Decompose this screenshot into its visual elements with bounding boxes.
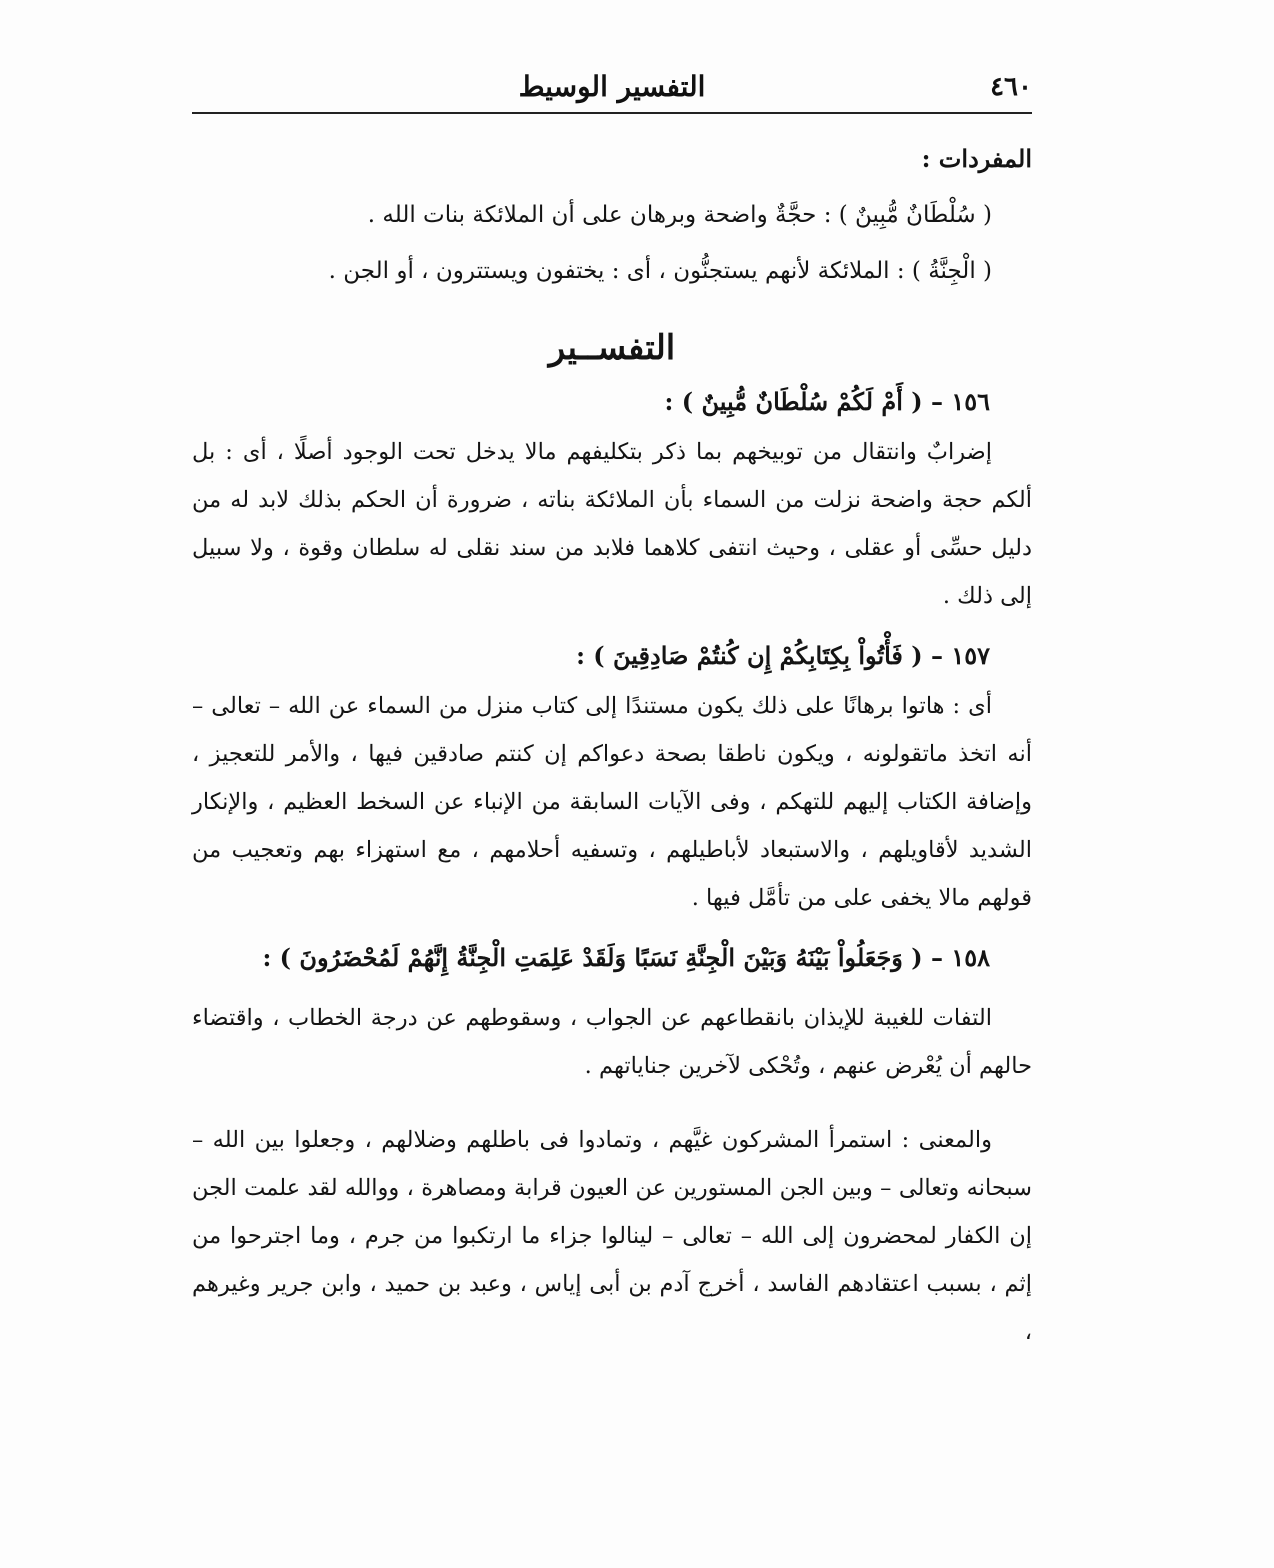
vocabulary-heading: المفردات : bbox=[921, 144, 1032, 173]
page-header bbox=[192, 62, 1032, 112]
running-title: التفسير الوسيط bbox=[518, 70, 706, 103]
verse-heading: ١٥٦ – ( أَمْ لَكُمْ سُلْطَانٌ مُّبِينٌ ) : bbox=[664, 387, 990, 416]
commentary-paragraph: إضرابٌ وانتقال من توبيخهم بما ذكر بتكليفهم مالا يدخل تحت الوجود أصلًا ، أى : بل ألكم حجة واضحة نزلت من السماء بأن الملائكة بناته ، ضرورة أن الحكم بذلك لابد له من دليل حسِّى أو عقلى ، وحيث انتفى كلاهما فلابد من سند نقلى له سلطان وقوة ، ولا سبيل إلى ذلك . bbox=[192, 439, 1032, 609]
verse-heading: ١٥٧ – ( فَأْتُواْ بِكِتَابِكُمْ إِن كُنتُمْ صَادِقِينَ ) : bbox=[576, 641, 990, 670]
header-rule bbox=[192, 112, 1032, 114]
commentary-paragraph: التفات للغيبة للإيذان بانقطاعهم عن الجواب ، وسقوطهم عن درجة الخطاب ، واقتضاء حالهم أن يُعْرض عنهم ، وتُحْكى لآخرين جناياتهم . bbox=[192, 1005, 1032, 1079]
vocabulary-item: ( سُلْطَانٌ مُّبِينٌ ) : حجَّةٌ واضحة وبرهان على أن الملائكة بنات الله . bbox=[367, 202, 992, 228]
page-content bbox=[192, 130, 1032, 1356]
page-number: ٤٦٠ bbox=[990, 72, 1032, 102]
vocabulary-item: ( الْجِنَّةُ ) : الملائكة لأنهم يستجنُّون ، أى : يختفون ويستترون ، أو الجن . bbox=[328, 258, 992, 284]
commentary-paragraph: والمعنى : استمرأ المشركون غيَّهم ، وتمادوا فى باطلهم وضلالهم ، وجعلوا بين الله – سبحانه وتعالى – وبين الجن المستورين عن العيون قرابة ومصاهرة ، ووالله لقد علمت الجن إن الكفار لمحضرون إلى الله – تعالى – لينالوا جزاء ما ارتكبوا من جرم ، وما اجترحوا من إثم ، بسبب اعتقادهم الفاسد ، أخرج آدم بن أبى إياس ، وعبد بن حميد ، وابن جرير وغيرهم ، bbox=[192, 1127, 1032, 1345]
commentary-paragraph: أى : هاتوا برهانًا على ذلك يكون مستندًا إلى كتاب منزل من السماء عن الله – تعالى – أنه اتخذ ماتقولونه ، ويكون ناطقا بصحة دعواكم إن كنتم صادقين فيها ، والأمر للتعجيز ، وإضافة الكتاب إليهم للتهكم ، وفى الآيات السابقة من الإنباء عن السخط العظيم ، والإنكار الشديد لأقاويلهم ، والاستبعاد لأباطيلهم ، وتسفيه أحلامهم ، مع استهزاء بهم وتعجيب من قولهم مالا يخفى على من تأمَّل فيها . bbox=[192, 693, 1032, 911]
tafsir-title: التفســير bbox=[548, 328, 676, 368]
verse-heading: ١٥٨ – ( وَجَعَلُواْ بَيْنَهُ وَبَيْنَ الْجِنَّةِ نَسَبًا وَلَقَدْ عَلِمَتِ الْجِنَّةُ إِنَّهُمْ لَمُحْضَرُونَ ) : bbox=[262, 943, 990, 972]
